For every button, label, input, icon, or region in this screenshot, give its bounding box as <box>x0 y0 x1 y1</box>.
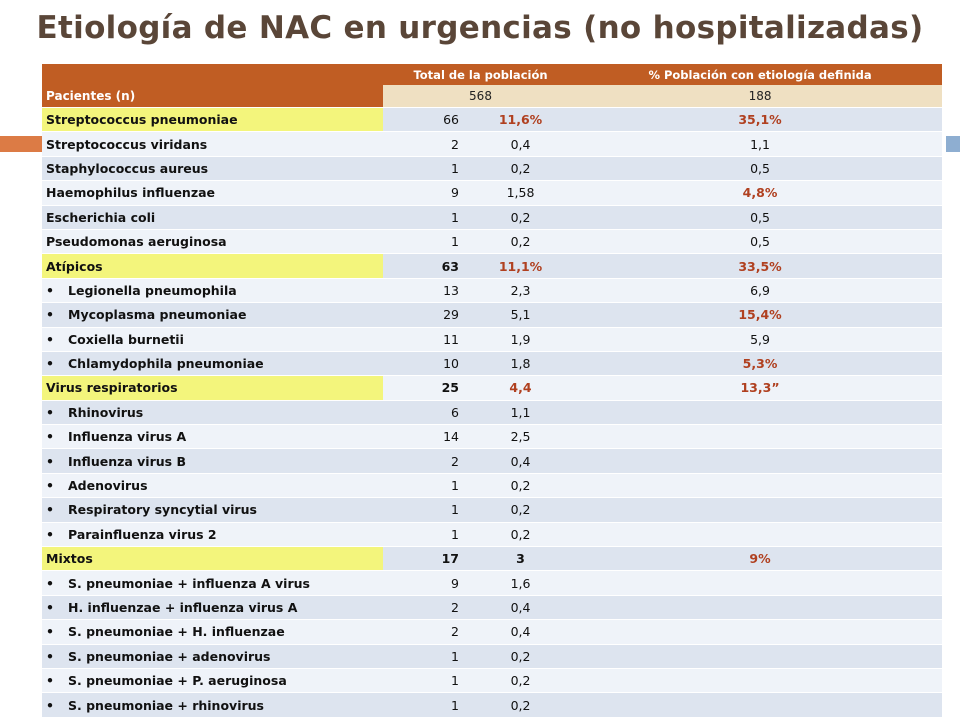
row-n: 9 <box>383 571 463 595</box>
etiology-table <box>42 64 942 718</box>
row-name-cell <box>42 644 383 668</box>
table-row <box>42 278 942 302</box>
row-name-cell <box>42 668 383 692</box>
row-etio <box>578 571 942 595</box>
row-etio: 0,5 <box>578 229 942 253</box>
row-n: 66 <box>383 108 463 132</box>
bullet-icon: • <box>46 478 54 494</box>
table-header-row <box>42 64 942 85</box>
row-n: 1 <box>383 473 463 497</box>
row-name: Respiratory syncytial virus <box>68 502 257 518</box>
row-pct: 0,2 <box>463 473 578 497</box>
row-n: 25 <box>383 376 463 400</box>
row-name: Staphylococcus aureus <box>42 156 383 180</box>
row-name-cell <box>42 278 383 302</box>
patients-total: 568 <box>383 85 578 108</box>
row-etio: 15,4% <box>578 303 942 327</box>
row-etio: 9% <box>578 547 942 571</box>
row-etio <box>578 595 942 619</box>
bullet-icon: • <box>46 331 54 347</box>
bullet-icon: • <box>46 282 54 298</box>
row-pct: 0,4 <box>463 449 578 473</box>
row-n: 1 <box>383 498 463 522</box>
table-row <box>42 205 942 229</box>
row-pct: 11,1% <box>463 254 578 278</box>
row-etio: 13,3” <box>578 376 942 400</box>
row-name: S. pneumoniae + P. aeruginosa <box>68 673 287 689</box>
row-pct: 5,1 <box>463 303 578 327</box>
row-pct: 0,4 <box>463 620 578 644</box>
row-name-cell <box>42 522 383 546</box>
bullet-icon: • <box>46 502 54 518</box>
table-row <box>42 351 942 375</box>
row-pct: 0,2 <box>463 644 578 668</box>
row-name: H. influenzae + influenza virus A <box>68 600 298 615</box>
row-etio: 35,1% <box>578 108 942 132</box>
row-pct: 4,4 <box>463 376 578 400</box>
table-row <box>42 620 942 644</box>
bullet-icon: • <box>46 404 54 420</box>
row-pct: 1,6 <box>463 571 578 595</box>
row-n: 2 <box>383 449 463 473</box>
row-pct: 0,2 <box>463 229 578 253</box>
row-pct: 3 <box>463 547 578 571</box>
row-etio: 33,5% <box>578 254 942 278</box>
row-etio <box>578 693 942 717</box>
row-pct: 0,2 <box>463 205 578 229</box>
table-row <box>42 400 942 424</box>
row-etio <box>578 668 942 692</box>
row-etio <box>578 522 942 546</box>
row-name: Adenovirus <box>68 478 148 494</box>
table-row <box>42 595 942 619</box>
row-name: Rhinovirus <box>68 404 144 420</box>
table-row <box>42 132 942 156</box>
row-etio: 0,5 <box>578 205 942 229</box>
row-n: 1 <box>383 668 463 692</box>
row-n: 2 <box>383 620 463 644</box>
group-row-mixed <box>42 547 942 571</box>
row-etio: 5,3% <box>578 351 942 375</box>
table-row <box>42 644 942 668</box>
row-name-cell <box>42 449 383 473</box>
row-n: 2 <box>383 595 463 619</box>
row-n: 14 <box>383 425 463 449</box>
row-name-cell <box>42 327 383 351</box>
table-row <box>42 668 942 692</box>
row-name: Parainfluenza virus 2 <box>68 526 217 542</box>
row-name: Coxiella burnetii <box>68 331 184 347</box>
row-name: Virus respiratorios <box>42 376 383 400</box>
header-empty-cell <box>42 64 383 85</box>
row-pct: 0,2 <box>463 668 578 692</box>
row-n: 9 <box>383 181 463 205</box>
row-n: 6 <box>383 400 463 424</box>
row-n: 11 <box>383 327 463 351</box>
bullet-icon: • <box>46 307 54 323</box>
row-n: 1 <box>383 522 463 546</box>
row-n: 17 <box>383 547 463 571</box>
row-etio <box>578 449 942 473</box>
row-name: S. pneumoniae + H. influenzae <box>68 624 285 640</box>
table-row <box>42 181 942 205</box>
row-etio <box>578 620 942 644</box>
row-n: 29 <box>383 303 463 327</box>
row-etio <box>578 498 942 522</box>
row-name: Streptococcus viridans <box>42 132 383 156</box>
bullet-icon: • <box>46 673 54 689</box>
row-n: 1 <box>383 205 463 229</box>
table-row <box>42 693 942 717</box>
table-row <box>42 571 942 595</box>
row-name: S. pneumoniae + adenovirus <box>68 648 271 664</box>
patients-row <box>42 85 942 108</box>
row-pct: 11,6% <box>463 108 578 132</box>
bullet-icon: • <box>46 526 54 542</box>
row-name: Chlamydophila pneumoniae <box>68 356 264 372</box>
group-row-atypical <box>42 254 942 278</box>
bullet-icon: • <box>46 600 54 615</box>
row-name-cell <box>42 303 383 327</box>
row-name: Mixtos <box>42 547 383 571</box>
row-etio: 0,5 <box>578 156 942 180</box>
bullet-icon: • <box>46 575 54 591</box>
row-name: Streptococcus pneumoniae <box>42 108 383 132</box>
row-etio: 4,8% <box>578 181 942 205</box>
row-pct: 1,9 <box>463 327 578 351</box>
row-pct: 2,5 <box>463 425 578 449</box>
row-etio: 5,9 <box>578 327 942 351</box>
bullet-icon: • <box>46 648 54 664</box>
table-row <box>42 522 942 546</box>
table-row <box>42 327 942 351</box>
row-pct: 0,2 <box>463 693 578 717</box>
row-name: Pseudomonas aeruginosa <box>42 229 383 253</box>
group-row-viruses <box>42 376 942 400</box>
row-name: Influenza virus A <box>68 429 187 445</box>
row-n: 13 <box>383 278 463 302</box>
row-pct: 2,3 <box>463 278 578 302</box>
row-name: Legionella pneumophila <box>68 282 237 298</box>
row-pct: 0,4 <box>463 595 578 619</box>
row-pct: 0,4 <box>463 132 578 156</box>
row-name-cell <box>42 693 383 717</box>
slide-title: Etiología de NAC en urgencias (no hospitalizadas) <box>36 10 924 46</box>
table-row <box>42 108 942 132</box>
row-n: 1 <box>383 693 463 717</box>
row-name: S. pneumoniae + rhinovirus <box>68 697 264 713</box>
row-etio <box>578 400 942 424</box>
row-name-cell <box>42 473 383 497</box>
row-name-cell <box>42 595 383 619</box>
table-row <box>42 303 942 327</box>
row-etio <box>578 644 942 668</box>
row-n: 1 <box>383 644 463 668</box>
row-pct: 1,1 <box>463 400 578 424</box>
row-etio <box>578 425 942 449</box>
row-name-cell <box>42 498 383 522</box>
row-name-cell <box>42 400 383 424</box>
row-pct: 1,8 <box>463 351 578 375</box>
row-etio: 1,1 <box>578 132 942 156</box>
row-etio: 6,9 <box>578 278 942 302</box>
header-total: Total de la población <box>383 64 578 85</box>
table-row <box>42 473 942 497</box>
patients-defined: 188 <box>578 85 942 108</box>
table-row <box>42 425 942 449</box>
table-row <box>42 449 942 473</box>
row-name: Haemophilus influenzae <box>42 181 383 205</box>
row-pct: 1,58 <box>463 181 578 205</box>
row-name-cell <box>42 571 383 595</box>
row-name: Atípicos <box>42 254 383 278</box>
row-name-cell <box>42 425 383 449</box>
row-name: Influenza virus B <box>68 453 186 469</box>
row-name: Mycoplasma pneumoniae <box>68 307 247 323</box>
bullet-icon: • <box>46 429 54 445</box>
table-row <box>42 156 942 180</box>
row-pct: 0,2 <box>463 156 578 180</box>
row-n: 1 <box>383 156 463 180</box>
row-name-cell <box>42 620 383 644</box>
row-n: 2 <box>383 132 463 156</box>
row-n: 10 <box>383 351 463 375</box>
bullet-icon: • <box>46 697 54 713</box>
bullet-icon: • <box>46 356 54 372</box>
row-pct: 0,2 <box>463 498 578 522</box>
row-pct: 0,2 <box>463 522 578 546</box>
row-name-cell <box>42 351 383 375</box>
patients-label: Pacientes (n) <box>42 85 383 108</box>
table-row <box>42 498 942 522</box>
bullet-icon: • <box>46 453 54 469</box>
row-etio <box>578 473 942 497</box>
header-pct-defined: % Población con etiología definida <box>578 64 942 85</box>
accent-bar-right <box>946 136 960 152</box>
row-name: Escherichia coli <box>42 205 383 229</box>
bullet-icon: • <box>46 624 54 640</box>
table-row <box>42 229 942 253</box>
row-name: S. pneumoniae + influenza A virus <box>68 575 310 591</box>
row-n: 63 <box>383 254 463 278</box>
row-n: 1 <box>383 229 463 253</box>
